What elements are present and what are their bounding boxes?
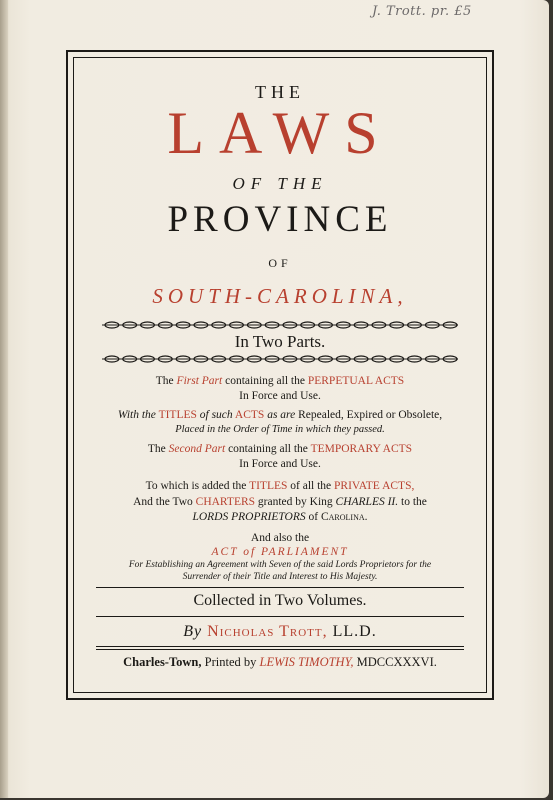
added-line <box>74 479 486 493</box>
rule-above-imprint-1 <box>96 646 464 647</box>
titles-with-the: With the <box>117 409 156 421</box>
imprint-year: MDCCXXXVI. <box>356 655 437 669</box>
author-by: By <box>183 623 203 640</box>
second-part-the: The <box>147 443 166 455</box>
added-titles: TITLES <box>249 480 288 492</box>
title-laws: LAWS <box>167 100 393 166</box>
charters-line <box>74 495 486 509</box>
rule-above-imprint-2 <box>96 649 464 650</box>
titles-acts: ACTS <box>234 409 265 421</box>
perpetual-acts: PERPETUAL ACTS <box>307 375 405 387</box>
first-part-label: First Part <box>176 375 223 387</box>
titles-as-are: as are <box>267 409 296 421</box>
temporary-acts: TEMPORARY ACTS <box>310 443 413 455</box>
imprint-printer: LEWIS TIMOTHY, <box>259 655 354 669</box>
lords-carolina: Carolina. <box>320 511 368 523</box>
charters-and-the-two: And the Two <box>133 496 193 508</box>
title-province: PROVINCE <box>167 199 393 240</box>
first-part-containing: containing all the <box>225 375 305 387</box>
act-of-word: of <box>243 546 257 558</box>
ornament-chain-icon <box>102 320 458 330</box>
page-gutter <box>0 0 8 798</box>
second-part-label: Second Part <box>168 443 226 455</box>
act-word: ACT <box>211 546 239 558</box>
charters-to-the: to the <box>401 496 427 508</box>
imprint-place: Charles-Town, <box>123 655 202 669</box>
titles-line <box>74 408 486 422</box>
titles-of-such: of such <box>199 409 233 421</box>
lords-of: of <box>308 511 319 523</box>
title-of-the: OF THE <box>232 174 328 193</box>
title-south-carolina: SOUTH-CAROLINA, <box>152 284 408 308</box>
outer-border-frame <box>66 50 494 700</box>
titles-repealed: Repealed, Expired or Obsolete, <box>298 409 443 421</box>
ornament-rule-bottom <box>102 354 458 364</box>
second-part-in-force: In Force and Use. <box>239 458 321 470</box>
also-detail-line2: Surrender of their Title and Interest to His Majesty. <box>182 572 378 582</box>
subtitle-two-parts: In Two Parts. <box>234 332 326 351</box>
ornament-rule-top <box>102 320 458 330</box>
added-to-which: To which is added the <box>145 480 247 492</box>
rule-above-volumes <box>96 587 464 588</box>
second-part-containing: containing all the <box>228 443 308 455</box>
also-line: And also the <box>250 532 310 544</box>
author-degree: LL.D. <box>332 623 377 640</box>
title-the: THE <box>255 82 305 102</box>
parliament-word: PARLIAMENT <box>261 546 349 558</box>
handwritten-inscription: J. Trott. pr. £5 <box>372 4 472 19</box>
charters-granted-by: granted by King <box>257 496 333 508</box>
also-detail-line1: For Establishing an Agreement with Seven of the said Lords Proprietors for the <box>128 560 432 570</box>
author-line <box>74 623 486 641</box>
private-acts: PRIVATE ACTS, <box>334 480 415 492</box>
lords-line <box>74 510 486 524</box>
added-of-all: of all the <box>290 480 332 492</box>
author-name: Nicholas Trott, <box>207 623 328 640</box>
titles-word: TITLES <box>158 409 197 421</box>
ornament-chain-icon <box>102 354 458 364</box>
first-part-line <box>74 374 486 388</box>
first-part-in-force: In Force and Use. <box>239 390 321 402</box>
inner-border-frame <box>73 57 487 693</box>
charters-king: CHARLES II. <box>335 496 399 508</box>
first-part-the: The <box>155 375 174 387</box>
rule-above-author <box>96 616 464 617</box>
title-of: OF <box>268 256 292 270</box>
volumes-line: Collected in Two Volumes. <box>193 592 367 609</box>
imprint-line <box>74 655 486 670</box>
lords-proprietors: LORDS PROPRIETORS <box>192 511 306 523</box>
titles-placed: Placed in the Order of Time in which they passed. <box>175 424 385 435</box>
imprint-printed-by: Printed by <box>204 655 257 669</box>
second-part-line <box>74 442 486 456</box>
charters-word: CHARTERS <box>195 496 256 508</box>
act-of-parliament <box>74 545 486 559</box>
